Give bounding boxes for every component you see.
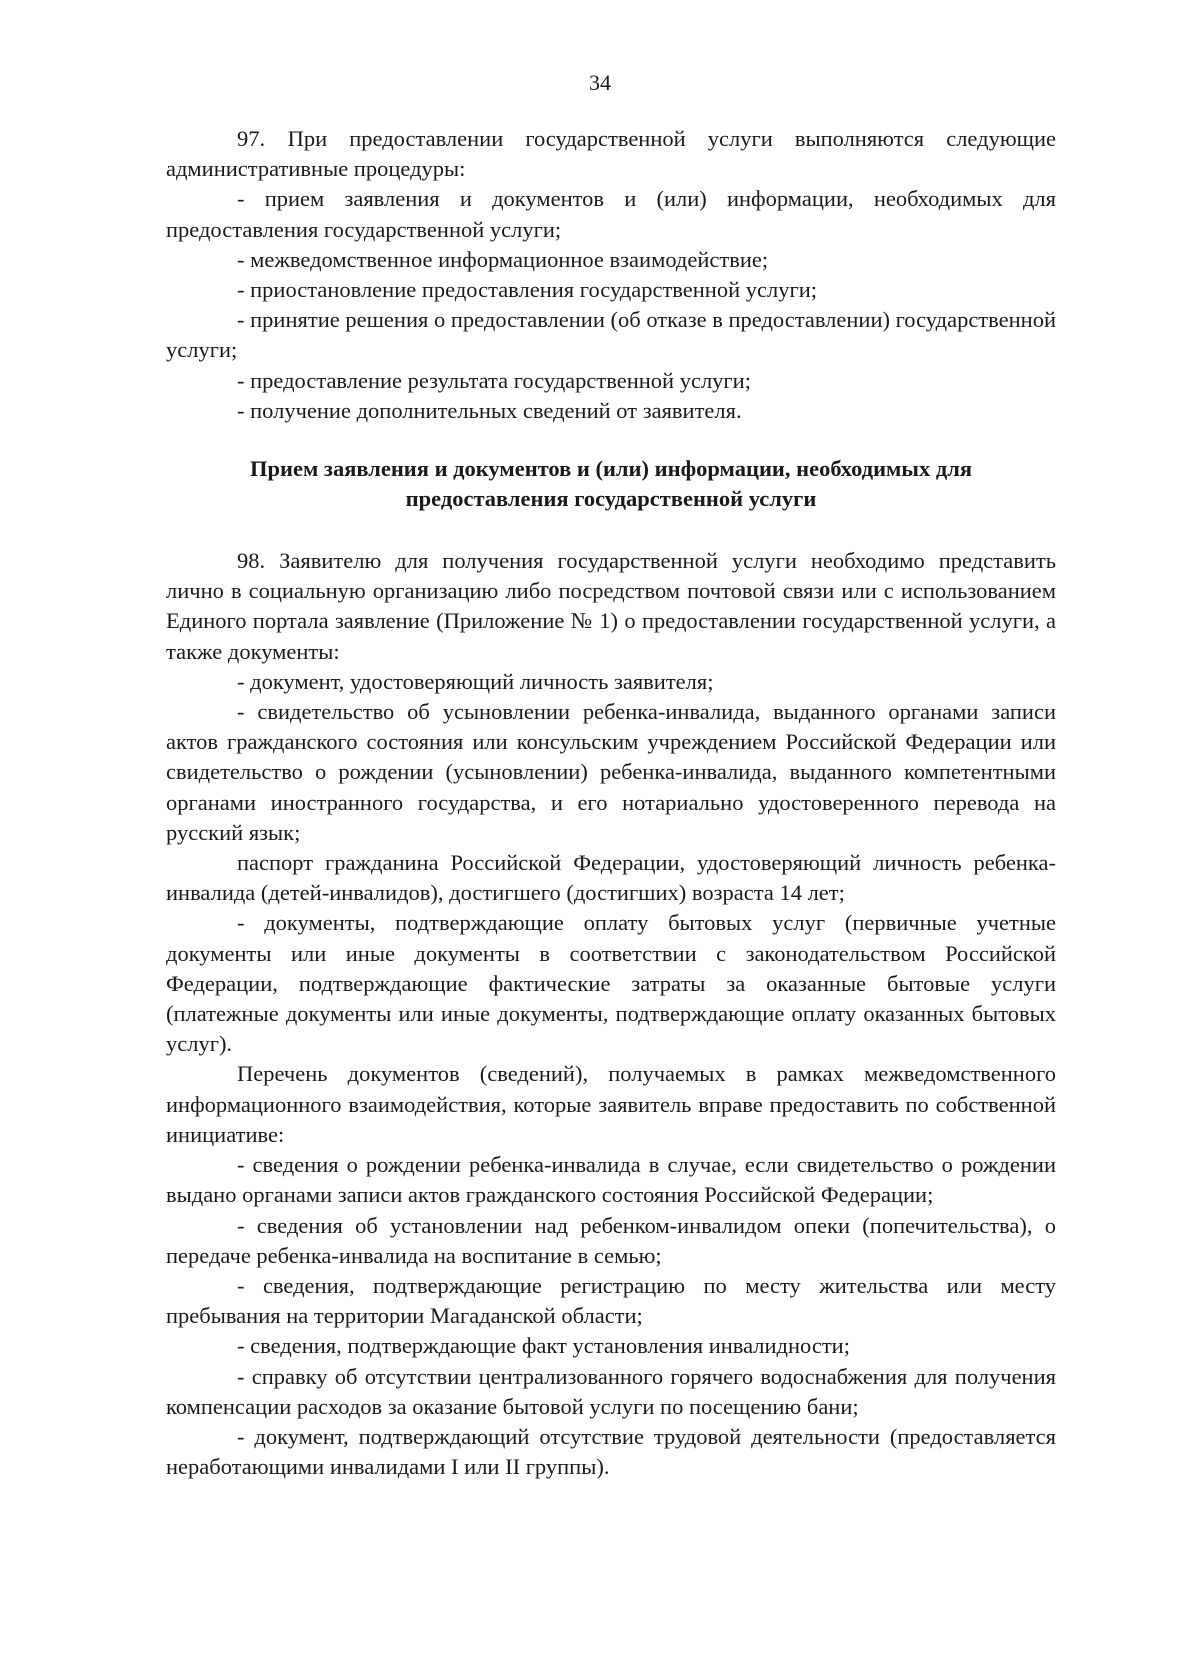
list-item: - свидетельство об усыновлении ребенка-инвалида, выданного органами записи актов гражданского состояния или консульским учреждением Российской Федерации или свидетельство о рождении (усыновлении) ребенка-инвалида, выданного компетентными органами иностранного государства, и его нотариально удостоверенного перевода на русский язык; [166,699,1056,845]
list-item: - получение дополнительных сведений от заявителя. [237,397,742,423]
page-number: 34 [589,70,611,95]
list-item: - документы, подтверждающие оплату бытовых услуг (первичные учетные документы или иные документы в соответствии с законодательством Российской Федерации, подтверждающие фактические затраты за оказанные бытовые услуги (платежные документы или иные документы, подтверждающие оплату оказанных бытовых услуг). [166,910,1056,1057]
paragraph-97-intro: 97. При предоставлении государственной услуги выполняются следующие административные процедуры: [166,126,1056,182]
list-item: - сведения о рождении ребенка-инвалида в случае, если свидетельство о рождении выдано органами записи актов гражданского состояния Российской Федерации; [166,1152,1056,1208]
list-item: - документ, удостоверяющий личность заявителя; [237,668,714,694]
list-item: - сведения, подтверждающие факт установления инвалидности; [237,1333,850,1359]
list-item: - прием заявления и документов и (или) информации, необходимых для предоставления государственной услуги; [166,186,1056,242]
list-item: - справку об отсутствии централизованного горячего водоснабжения для получения компенсации расходов за оказание бытовой услуги по посещению бани; [166,1363,1056,1419]
interagency-intro: Перечень документов (сведений), получаемых в рамках межведомственного информационного взаимодействия, которые заявитель вправе предоставить по собственной инициативе: [166,1061,1056,1147]
section-title: Прием заявления и документов и (или) информации, необходимых для предоставления государственной услуги [250,456,972,512]
list-item: - предоставление результата государственной услуги; [237,367,751,393]
list-item: - сведения об установлении над ребенком-инвалидом опеки (попечительства), о передаче ребенка-инвалида на воспитание в семью; [166,1212,1056,1268]
paragraph-98-intro: 98. Заявителю для получения государственной услуги необходимо представить лично в социальную организацию либо посредством почтовой связи или с использованием Единого портала заявление (Приложение № 1) о предоставлении государственной услуги, а также документы: [166,548,1056,664]
list-item: - межведомственное информационное взаимодействие; [237,246,769,272]
list-item: - документ, подтверждающий отсутствие трудовой деятельности (предоставляется неработающими инвалидами I или II группы). [166,1423,1056,1480]
list-item: - приостановление предоставления государственной услуги; [237,277,818,303]
list-item: - принятие решения о предоставлении (об отказе в предоставлении) государственной услуги; [166,307,1056,363]
list-item: паспорт гражданина Российской Федерации, удостоверяющий личность ребенка-инвалида (детей-инвалидов), достигшего (достигших) возраста 14 лет; [166,850,1056,906]
document-body [166,124,1056,1482]
list-item: - сведения, подтверждающие регистрацию по месту жительства или месту пребывания на территории Магаданской области; [166,1272,1056,1329]
